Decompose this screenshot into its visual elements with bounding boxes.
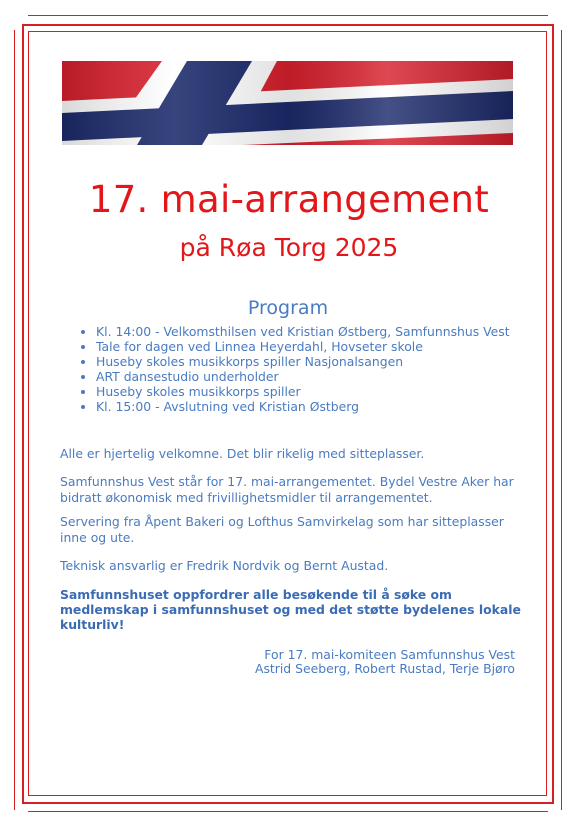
frame-line (28, 811, 548, 812)
program-item: • Huseby skoles musikkorps spiller Nasjonalsangen (96, 355, 566, 370)
signature-names: Astrid Seeberg, Robert Rustad, Terje Bjøro (254, 661, 515, 676)
page-subtitle: på Røa Torg 2025 (179, 233, 399, 262)
program-list (60, 325, 566, 414)
frame-line (28, 31, 29, 796)
membership-appeal: Samfunnshuset oppfordrer alle besøkende til å søke om medlemskap i samfunnshuset og med det støtte bydelenes lokale kulturliv! (60, 587, 521, 632)
welcome-paragraph: Alle er hjertelig velkomne. Det blir rikelig med sitteplasser. (60, 446, 425, 461)
program-item: • ART dansestudio underholder (96, 370, 566, 385)
organizer-paragraph: Samfunnshus Vest står for 17. mai-arrangementet. Bydel Vestre Aker har bidratt økonomisk med frivillighetsmidler til arrangementet. (60, 474, 514, 505)
frame-line (14, 30, 15, 810)
program-heading: Program (247, 297, 329, 319)
frame-line (28, 795, 546, 796)
frame-line (28, 15, 548, 16)
program-item: • Kl. 14:00 - Velkomsthilsen ved Kristian Østberg, Samfunnshus Vest (96, 325, 566, 340)
frame-line (22, 802, 554, 804)
frame-line (28, 31, 546, 32)
program-item: • Tale for dagen ved Linnea Heyerdahl, Hovseter skole (96, 340, 566, 355)
norwegian-flag-image (62, 61, 513, 145)
frame-line (22, 24, 552, 26)
program-item: • Kl. 15:00 - Avslutning ved Kristian Østberg (96, 400, 566, 415)
signature-committee: For 17. mai-komiteen Samfunnshus Vest (264, 647, 515, 662)
technical-paragraph: Teknisk ansvarlig er Fredrik Nordvik og Bernt Austad. (60, 558, 389, 573)
frame-line (22, 24, 24, 804)
frame-line (561, 30, 562, 810)
serving-paragraph: Servering fra Åpent Bakeri og Lofthus Samvirkelag som har sitteplasser inne og ute. (60, 514, 504, 545)
page-title: 17. mai-arrangement (88, 178, 490, 221)
program-item: • Huseby skoles musikkorps spiller (96, 385, 566, 400)
